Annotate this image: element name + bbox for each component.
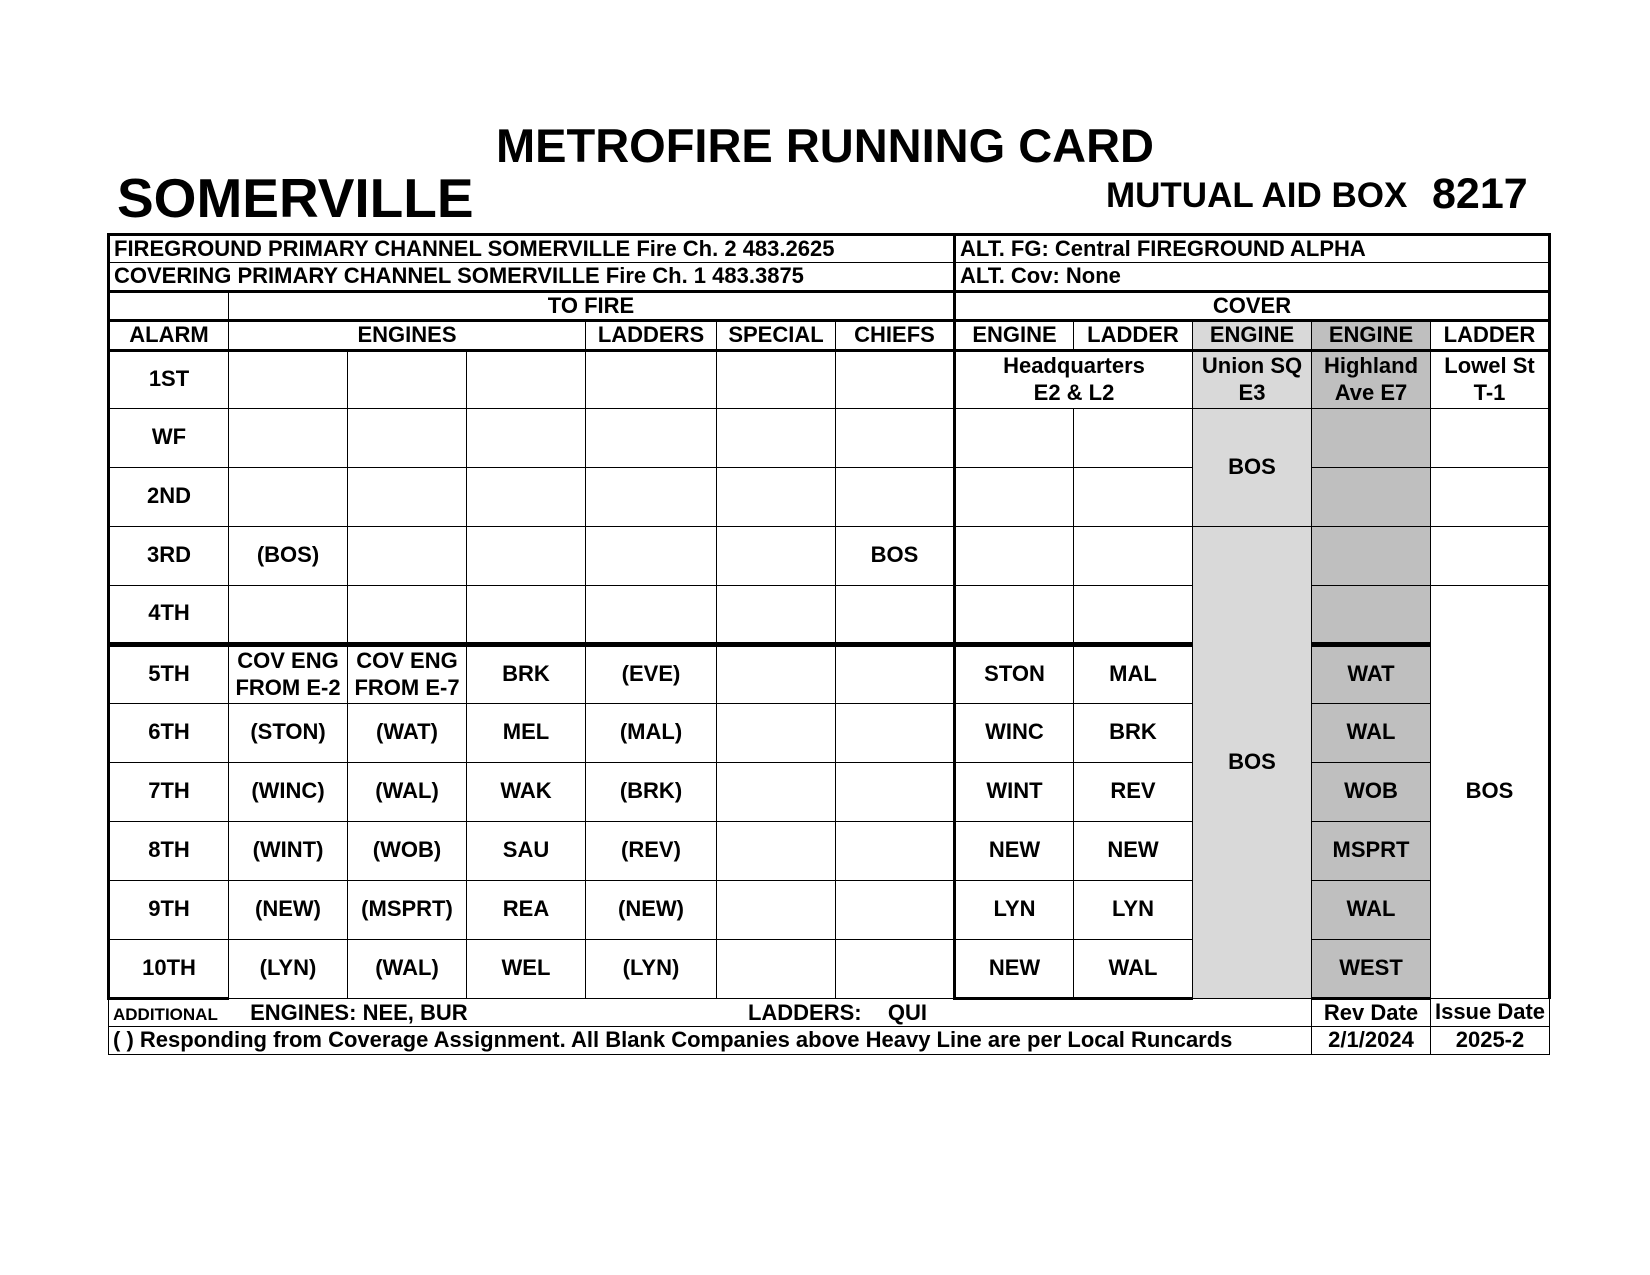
col-cover-engine-union: ENGINE — [1193, 321, 1312, 350]
additional-engines-value: NEE, BUR — [362, 999, 468, 1025]
alarm-2nd: 2ND — [109, 467, 229, 526]
ladder-7th: (BRK) — [586, 762, 717, 821]
union-bos-upper: BOS — [1193, 408, 1312, 526]
alarm-6th: 6TH — [109, 703, 229, 762]
col-ladders: LADDERS — [586, 321, 717, 350]
coverage-note: ( ) Responding from Coverage Assignment. All Blank Companies above Heavy Line are per Local Runcards — [109, 1026, 1312, 1054]
highland-8th: MSPRT — [1312, 821, 1431, 880]
cover-ladder-6th: BRK — [1074, 703, 1193, 762]
city-name: SOMERVILLE — [117, 167, 474, 229]
col-cover-engine-highland: ENGINE — [1312, 321, 1431, 350]
cover-ladder-8th: NEW — [1074, 821, 1193, 880]
cover-engine-8th: NEW — [955, 821, 1074, 880]
cover-engine-5th: STON — [955, 644, 1074, 703]
engine-3-9th: REA — [467, 880, 586, 939]
engine-1-9th: (NEW) — [229, 880, 348, 939]
col-cover-ladder-lowel: LADDER — [1431, 321, 1550, 350]
alarm-7th: 7TH — [109, 762, 229, 821]
cover-engine-10th: NEW — [955, 939, 1074, 998]
engine-3-7th: WAK — [467, 762, 586, 821]
union-bos-lower: BOS — [1193, 526, 1312, 998]
issue-date-label: Issue Date — [1431, 998, 1550, 1026]
engine-3-10th: WEL — [467, 939, 586, 998]
col-chiefs: CHIEFS — [836, 321, 955, 350]
engine-3-8th: SAU — [467, 821, 586, 880]
engine-2-10th: (WAL) — [348, 939, 467, 998]
additional-engines-label: ENGINES: — [250, 999, 357, 1025]
engine-3-6th: MEL — [467, 703, 586, 762]
engine-2-7th: (WAL) — [348, 762, 467, 821]
station-lowel-st: Lowel St T-1 — [1431, 350, 1550, 408]
alt-cover-channel: ALT. Cov: None — [955, 263, 1550, 291]
col-alarm: ALARM — [109, 321, 229, 350]
ladder-5th: (EVE) — [586, 644, 717, 703]
cover-engine-7th: WINT — [955, 762, 1074, 821]
cover-engine-6th: WINC — [955, 703, 1074, 762]
additional-ladders-value: QUI — [887, 999, 927, 1025]
cover-ladder-9th: LYN — [1074, 880, 1193, 939]
col-cover-ladder: LADDER — [1074, 321, 1193, 350]
to-fire-header: TO FIRE — [229, 291, 955, 320]
alarm-3rd: 3RD — [109, 526, 229, 585]
engine-2-6th: (WAT) — [348, 703, 467, 762]
station-highland-ave: Highland Ave E7 — [1312, 350, 1431, 408]
cover-ladder-7th: REV — [1074, 762, 1193, 821]
col-cover-engine: ENGINE — [955, 321, 1074, 350]
alarm-5th: 5TH — [109, 644, 229, 703]
ladder-9th: (NEW) — [586, 880, 717, 939]
rev-date-label: Rev Date — [1312, 998, 1431, 1026]
additional-label: ADDITIONAL — [113, 1004, 218, 1024]
alarm-9th: 9TH — [109, 880, 229, 939]
cover-header: COVER — [955, 291, 1550, 320]
alarm-1st: 1ST — [109, 350, 229, 408]
lowel-bos: BOS — [1431, 585, 1550, 998]
cover-ladder-10th: WAL — [1074, 939, 1193, 998]
col-engines: ENGINES — [229, 321, 586, 350]
cover-engine-9th: LYN — [955, 880, 1074, 939]
alarm-group-spacer — [109, 291, 229, 320]
card-title: METROFIRE RUNNING CARD — [496, 119, 1154, 172]
cov-eng-e7: COV ENG FROM E-7 — [348, 644, 467, 703]
highland-6th: WAL — [1312, 703, 1431, 762]
highland-10th: WEST — [1312, 939, 1431, 998]
alt-fireground-channel: ALT. FG: Central FIREGROUND ALPHA — [955, 235, 1550, 263]
ladder-8th: (REV) — [586, 821, 717, 880]
running-card-table — [107, 233, 1551, 1055]
alarm-8th: 8TH — [109, 821, 229, 880]
mutual-aid-box-label: MUTUAL AID BOX — [1106, 176, 1408, 215]
additional-ladders-label: LADDERS: — [747, 999, 862, 1025]
engine-1-7th: (WINC) — [229, 762, 348, 821]
engine-1-10th: (LYN) — [229, 939, 348, 998]
alarm-4th: 4TH — [109, 585, 229, 644]
engine-1-8th: (WINT) — [229, 821, 348, 880]
ladder-6th: (MAL) — [586, 703, 717, 762]
rev-date-value: 2/1/2024 — [1312, 1026, 1431, 1054]
issue-date-value: 2025-2 — [1431, 1026, 1550, 1054]
engine-1-6th: (STON) — [229, 703, 348, 762]
station-headquarters: Headquarters E2 & L2 — [955, 350, 1193, 408]
additional-row — [109, 998, 1312, 1026]
engine-3rd-bos: (BOS) — [229, 526, 348, 585]
fireground-primary-channel: FIREGROUND PRIMARY CHANNEL SOMERVILLE Fire Ch. 2 483.2625 — [109, 235, 955, 263]
alarm-10th: 10TH — [109, 939, 229, 998]
col-special: SPECIAL — [717, 321, 836, 350]
ladder-10th: (LYN) — [586, 939, 717, 998]
highland-7th: WOB — [1312, 762, 1431, 821]
engine-2-9th: (MSPRT) — [348, 880, 467, 939]
engine-3-5th: BRK — [467, 644, 586, 703]
mutual-aid-box-number: 8217 — [1432, 170, 1528, 218]
alarm-wf: WF — [109, 408, 229, 467]
cov-eng-e2: COV ENG FROM E-2 — [229, 644, 348, 703]
chief-3rd-bos: BOS — [836, 526, 955, 585]
covering-primary-channel: COVERING PRIMARY CHANNEL SOMERVILLE Fire Ch. 1 483.3875 — [109, 263, 955, 291]
engine-2-8th: (WOB) — [348, 821, 467, 880]
station-union-sq: Union SQ E3 — [1193, 350, 1312, 408]
highland-9th: WAL — [1312, 880, 1431, 939]
highland-5th: WAT — [1312, 644, 1431, 703]
cover-ladder-5th: MAL — [1074, 644, 1193, 703]
